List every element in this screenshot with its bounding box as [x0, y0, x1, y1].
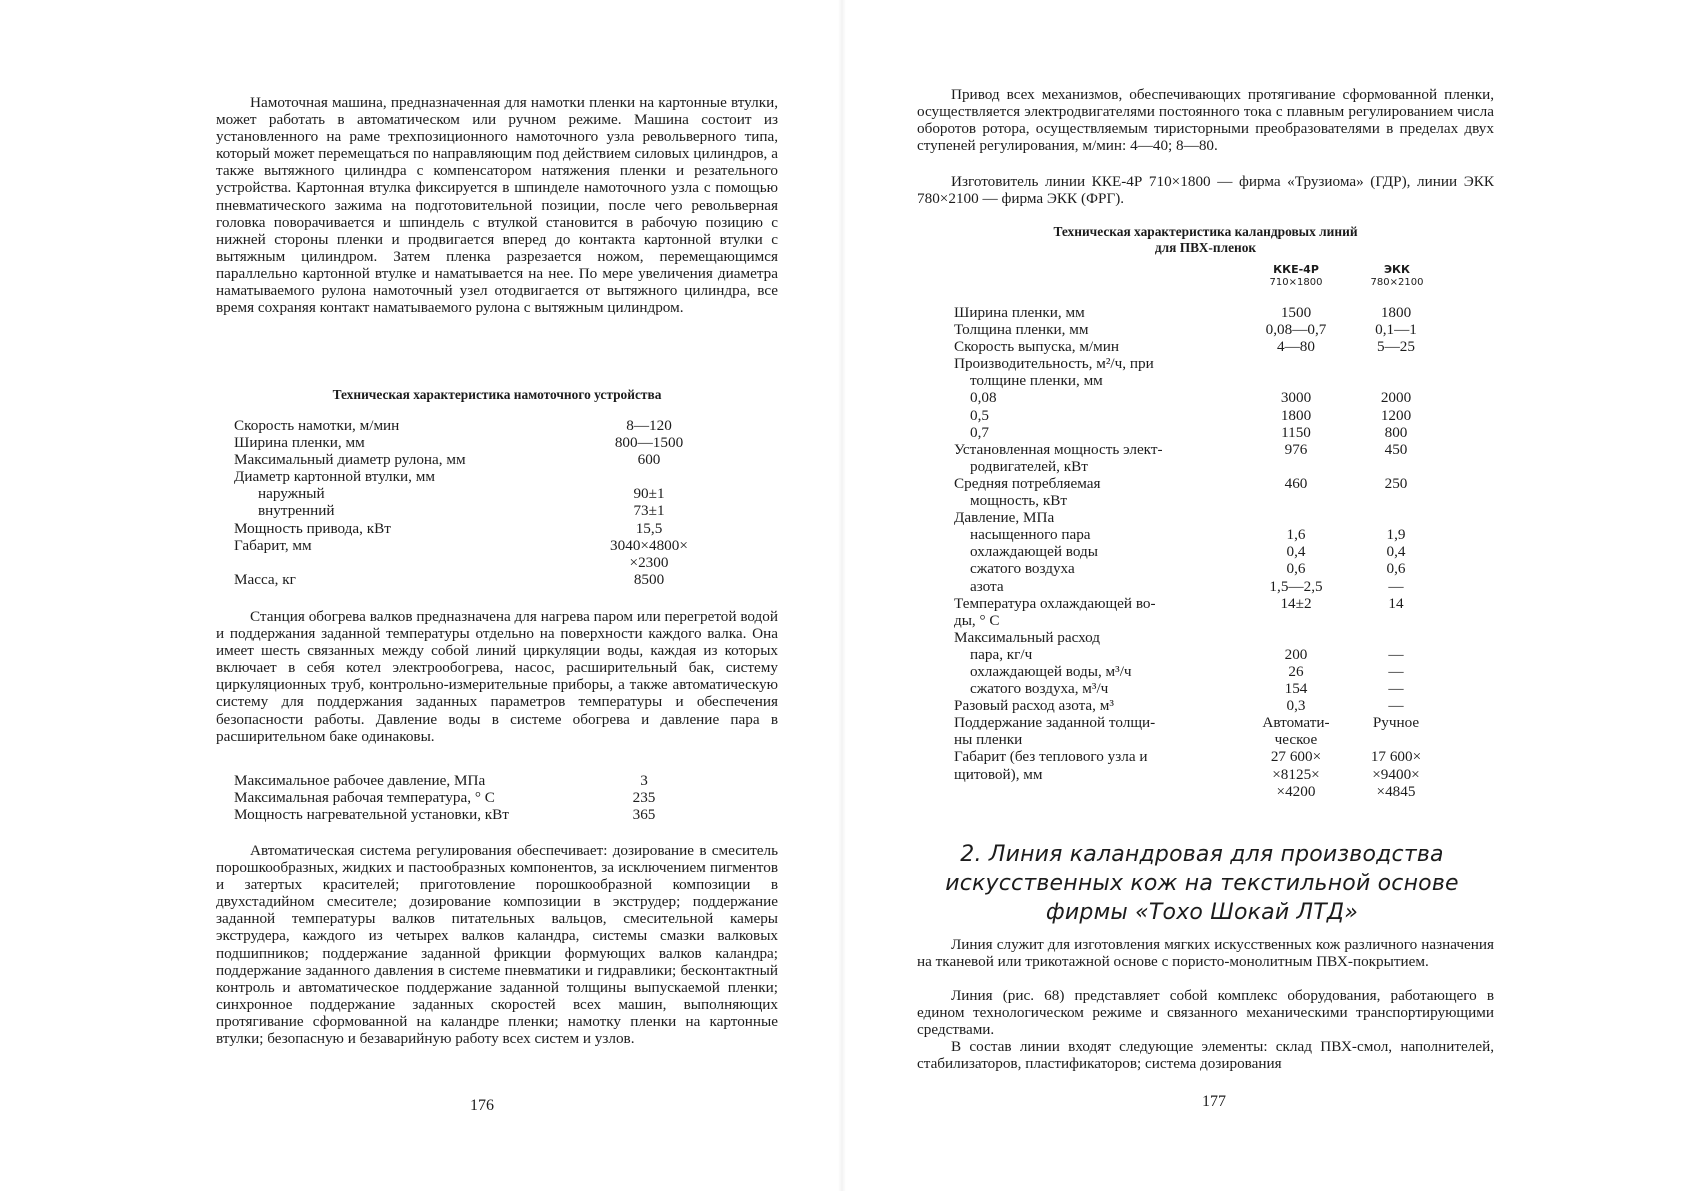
- spec-value: 8—120: [626, 417, 672, 434]
- manufacturer-paragraph: Изготовитель линии ККЕ-4Р 710×1800 — фирма «Трузиома» (ГДР), линии ЭКК 780×2100 — фирма ЭКК (ФРГ).: [917, 173, 1494, 208]
- calender-row: [954, 441, 1454, 458]
- calender-value-ekk: —: [1388, 697, 1404, 715]
- calender-row: [954, 578, 1454, 595]
- calender-value-kke: 1500: [1280, 304, 1312, 321]
- spec-row: [234, 451, 714, 468]
- heating-station-paragraph: Станция обогрева валков предназначена для нагрева паром или перегретой водой и поддержания заданной температуры отдельно на поверхности каждого валка. Она имеет шесть связанных между собой линий циркуляции воды, каждая из которых включает в себя котел электрообогрева, насос, расширительный бак, систему циркуляционных труб, контрольно-измерительные приборы, а также автоматическую систему для поддержания заданных параметров температуры и обеспечения безопасности работы. Давление воды в системе обогрева и давление пара в расширительном баке одинаковы.: [216, 608, 778, 745]
- spec-label: Максимальная рабочая температура, ° С: [234, 789, 495, 807]
- calender-value-kke: 154: [1284, 680, 1308, 698]
- spec-value: ×2300: [629, 553, 669, 571]
- calender-value-ekk: 1200: [1380, 406, 1412, 424]
- calender-value-ekk: —: [1388, 662, 1404, 680]
- calender-spec-caption: [917, 224, 1494, 256]
- spec-row: [234, 434, 714, 451]
- calender-value-ekk: 2000: [1380, 389, 1412, 407]
- calender-value-kke: 200: [1284, 645, 1308, 663]
- calender-value-ekk: [1346, 509, 1446, 526]
- calender-value-kke: 3000: [1280, 389, 1312, 407]
- spec-label: [234, 554, 594, 571]
- calender-value-kke: 0,4: [1286, 543, 1306, 561]
- spec-row: [234, 554, 714, 571]
- column-header-kke-name: ККЕ-4Р: [1273, 263, 1319, 276]
- calender-row-label: 0,7: [970, 423, 989, 441]
- spec-label: Скорость намотки, м/мин: [234, 417, 400, 434]
- calender-value-ekk: ×9400×: [1372, 765, 1420, 783]
- calender-value-kke: 1150: [1281, 423, 1311, 441]
- winder-description-paragraph: Намоточная машина, предназначенная для намотки пленки на картонные втулки, может работать в автоматическом или ручном режиме. Машина состоит из установленного на раме трехпозиционного намоточного узла револьверного типа, который может перемещаться по направляющим под действием силовых цилиндров, а также вытяжного цилиндра с компенсатором натяжения пленки и резательного устройства. Картонная втулка фиксируется в шпинделе намоточного узла с помощью пневматического зажима на подготовительной позиции, после чего револьверная головка поворачивается и шпиндель с втулкой становится в рабочую позицию с нижней стороны пленки и продвигается вперед до контакта картонной втулки с вытяжным цилиндром. Затем пленка разрезается ножом, перемещающимся параллельно картонной втулке и наматывается на нее. По мере увеличения диаметра наматываемого рулона намоточный узел отодвигается от вытяжного цилиндра, все время сохраняя контакт наматываемого рулона с вытяжным цилиндром.: [216, 94, 778, 317]
- heating-spec-list: [234, 772, 714, 823]
- calender-value-kke: 14±2: [1280, 594, 1312, 612]
- spec-value: 365: [632, 806, 656, 824]
- calender-row: [954, 407, 1454, 424]
- calender-row-label: Установленная мощность элект-: [954, 440, 1163, 458]
- calender-row-label: Скорость выпуска, м/мин: [954, 338, 1120, 356]
- spec-value: 3040×4800×: [610, 536, 688, 554]
- calender-row: [954, 543, 1454, 560]
- calender-row: [954, 526, 1454, 543]
- calender-value-ekk: 1800: [1380, 304, 1412, 321]
- spec-label: Мощность нагревательной установки, кВт: [234, 806, 509, 824]
- spec-row: [234, 806, 714, 823]
- spec-label: Ширина пленки, мм: [234, 434, 365, 452]
- calender-row-label: азота: [970, 577, 1004, 595]
- calender-value-ekk: 800: [1384, 423, 1408, 441]
- spec-label: внутренний: [258, 502, 335, 520]
- line-composition-paragraph: В состав линии входят следующие элементы: склад ПВХ-смол, наполнителей, стабилизаторов, пластификаторов; система дозирования: [917, 1038, 1494, 1073]
- calender-row: [954, 646, 1454, 663]
- calender-row: [954, 612, 1454, 629]
- calender-caption-line1: Техническая характеристика каландровых линий: [1053, 224, 1358, 239]
- calender-value-ekk: [1346, 355, 1446, 372]
- section-heading-line1: 2. Линия каландровая для производства: [960, 842, 1444, 867]
- calender-value-kke: [1246, 492, 1346, 509]
- calender-row: [954, 766, 1454, 783]
- spec-row: [234, 789, 714, 806]
- spec-row: [234, 502, 714, 519]
- calender-value-kke: 27 600×: [1270, 748, 1322, 766]
- calender-row-label: насыщенного пара: [970, 526, 1091, 544]
- calender-row: [954, 509, 1454, 526]
- calender-value-kke: ×8125×: [1272, 765, 1320, 783]
- calender-row-label: охлаждающей воды: [970, 543, 1098, 561]
- right-page: [842, 0, 1684, 1191]
- calender-value-ekk: —: [1388, 645, 1404, 663]
- calender-value-kke: 1,5—2,5: [1269, 577, 1323, 595]
- spec-row: [234, 571, 714, 588]
- spec-value: 600: [637, 451, 661, 469]
- spec-value: 15,5: [635, 519, 663, 537]
- spec-value: 90±1: [633, 485, 665, 503]
- spec-label: наружный: [258, 485, 325, 503]
- page-number-left: 176: [470, 1097, 494, 1114]
- calender-value-kke: 976: [1284, 440, 1308, 458]
- section-heading: [902, 840, 1502, 927]
- spec-label: Масса, кг: [234, 570, 296, 588]
- calender-value-kke: 1800: [1280, 406, 1312, 424]
- column-header-ekk-size: 780×2100: [1370, 277, 1424, 288]
- calender-row: [954, 595, 1454, 612]
- calender-value-ekk: 17 600×: [1370, 748, 1422, 766]
- calender-row: [954, 697, 1454, 714]
- column-header-ekk-name: ЭКК: [1383, 263, 1411, 276]
- calender-row-label: сжатого воздуха: [970, 560, 1075, 578]
- calender-row-label: Максимальный расход: [954, 628, 1101, 646]
- column-header-ekk: [1347, 263, 1447, 289]
- calender-value-ekk: 1,9: [1386, 526, 1406, 544]
- calender-row-label: толщине пленки, мм: [970, 372, 1103, 390]
- calender-value-ekk: 0,1—1: [1375, 321, 1417, 339]
- calender-row: [954, 663, 1454, 680]
- calender-value-ekk: [1346, 372, 1446, 389]
- calender-value-ekk: 5—25: [1377, 338, 1415, 356]
- calender-value-ekk: [1346, 458, 1446, 475]
- calender-value-ekk: 250: [1384, 474, 1408, 492]
- calender-value-ekk: [1346, 629, 1446, 646]
- calender-value-ekk: Ручное: [1372, 714, 1420, 732]
- spec-row: [234, 468, 714, 485]
- calender-value-ekk: [1346, 492, 1446, 509]
- calender-row: [954, 748, 1454, 765]
- calender-row-label: Производительность, м²/ч, при: [954, 355, 1154, 373]
- calender-value-kke: [1246, 458, 1346, 475]
- calender-row-label: [954, 783, 1246, 800]
- spec-value: 8500: [633, 570, 665, 588]
- calender-row-label: 0,08: [970, 389, 997, 407]
- column-header-kke: [1246, 263, 1346, 289]
- section-heading-line2: искусственных кож на текстильной основе: [945, 871, 1459, 896]
- calender-row: [954, 475, 1454, 492]
- calender-row-label: Температура охлаждающей во-: [954, 594, 1156, 612]
- calender-value-kke: [1246, 629, 1346, 646]
- calender-row: [954, 783, 1454, 800]
- calender-row: [954, 680, 1454, 697]
- calender-row-label: сжатого воздуха, м³/ч: [970, 680, 1109, 698]
- spec-label: Мощность привода, кВт: [234, 519, 391, 537]
- spec-row: [234, 417, 714, 434]
- calender-value-kke: 0,08—0,7: [1265, 321, 1327, 339]
- calender-value-ekk: —: [1388, 680, 1404, 698]
- automation-paragraph: Автоматическая система регулирования обеспечивает: дозирование в смеситель порошкообразных, жидких и пастообразных компонентов, за исключением пигментов и затертых красителей; приготовление порошкообразной композиции в двухстадийном смесителе; дозирование композиции в экструдер; поддержание заданной температуры валков питательных вальцов, смесительной камеры экструдера, каждого из четырех валков каландра, системы смазки валковых подшипников; поддержание заданной фрикции формующих валков каландра; поддержание заданного давления в системе пневматики и гидравлики; бесконтактный контроль и автоматическое поддержание заданной толщины выпускаемой пленки; синхронное поддержание заданных скоростей всех машин, выполняющих протягивание сформованной на каландре пленки; намотку пленки на картонные втулки; безопасную и безаварийную работу всех систем и узлов.: [216, 842, 778, 1048]
- calender-row: [954, 321, 1454, 338]
- calender-value-kke: Автомати-: [1262, 714, 1330, 732]
- calender-row-label: родвигателей, кВт: [970, 457, 1088, 475]
- calender-value-ekk: 450: [1384, 440, 1408, 458]
- calender-value-ekk: —: [1388, 577, 1404, 595]
- spec-value: 73±1: [633, 502, 665, 520]
- calender-row-label: Давление, МПа: [954, 509, 1055, 527]
- calender-row-label: ны пленки: [954, 731, 1023, 749]
- spec-row: [234, 485, 714, 502]
- calender-row-label: 0,5: [970, 406, 989, 424]
- spec-label: Максимальный диаметр рулона, мм: [234, 451, 466, 469]
- calender-row-label: Габарит (без теплового узла и: [954, 748, 1148, 766]
- calender-row: [954, 492, 1454, 509]
- calender-row-label: Толщина пленки, мм: [954, 321, 1089, 339]
- winder-spec-caption: Техническая характеристика намоточного устройства: [332, 387, 662, 402]
- calender-row: [954, 389, 1454, 406]
- page-number-right: 177: [1202, 1093, 1226, 1110]
- calender-row-label: Разовый расход азота, м³: [954, 697, 1114, 715]
- calender-row-label: пара, кг/ч: [970, 645, 1033, 663]
- calender-row-label: щитовой), мм: [954, 765, 1043, 783]
- calender-value-kke: [1246, 612, 1346, 629]
- calender-value-ekk: ×4845: [1376, 782, 1416, 800]
- calender-row: [954, 629, 1454, 646]
- calender-row: [954, 355, 1454, 372]
- spec-label: Диаметр картонной втулки, мм: [234, 468, 435, 486]
- spec-value: 3: [640, 772, 648, 789]
- spec-value: 800—1500: [614, 434, 684, 452]
- calender-value-kke: 4—80: [1277, 338, 1315, 356]
- calender-value-kke: [1246, 372, 1346, 389]
- section-heading-line3: фирмы «Тохо Шокай ЛТД»: [1045, 900, 1359, 925]
- calender-value-kke: ческое: [1274, 731, 1318, 749]
- calender-value-kke: 1,6: [1286, 526, 1306, 544]
- line-purpose-paragraph: Линия служит для изготовления мягких искусственных кож различного назначения на тканевой или трикотажной основе с пористо-монолитным ПВХ-покрытием.: [917, 936, 1494, 971]
- calender-value-ekk: 14: [1388, 594, 1404, 612]
- calender-row-label: мощность, кВт: [970, 492, 1068, 510]
- spec-row: [234, 772, 714, 789]
- calender-row: [954, 304, 1454, 321]
- spec-row: [234, 537, 714, 554]
- calender-caption-line2: для ПВХ-пленок: [1154, 240, 1257, 255]
- calender-row-label: Средняя потребляемая: [954, 474, 1101, 492]
- column-header-kke-size: 710×1800: [1269, 277, 1323, 288]
- calender-row: [954, 560, 1454, 577]
- spec-label: Максимальное рабочее давление, МПа: [234, 772, 486, 789]
- drive-paragraph: Привод всех механизмов, обеспечивающих протягивание сформованной пленки, осуществляется электродвигателями постоянного тока с плавным регулированием числа оборотов ротора, осуществляемым тиристорными преобразователями в пределах двух ступеней регулирования, м/мин: 4—40; 8—80.: [917, 86, 1494, 155]
- spec-value: 235: [632, 789, 656, 807]
- calender-row-label: Поддержание заданной толщи-: [954, 714, 1156, 732]
- calender-spec-table: [954, 304, 1454, 800]
- spec-value: [594, 468, 704, 485]
- calender-value-kke: 460: [1284, 474, 1308, 492]
- calender-row-label: ды, ° С: [954, 611, 1000, 629]
- calender-row: [954, 424, 1454, 441]
- calender-row: [954, 372, 1454, 389]
- line-complex-paragraph: Линия (рис. 68) представляет собой комплекс оборудования, работающего в едином технологическом режиме и связанного механическими транспортирующими средствами.: [917, 987, 1494, 1039]
- calender-value-ekk: 0,4: [1386, 543, 1406, 561]
- calender-value-kke: 0,3: [1286, 697, 1306, 715]
- calender-value-kke: [1246, 509, 1346, 526]
- calender-value-kke: [1246, 355, 1346, 372]
- calender-value-kke: 0,6: [1286, 560, 1306, 578]
- calender-value-ekk: 0,6: [1386, 560, 1406, 578]
- calender-row: [954, 458, 1454, 475]
- calender-row: [954, 338, 1454, 355]
- spec-row: [234, 520, 714, 537]
- calender-row: [954, 731, 1454, 748]
- calender-value-kke: 26: [1288, 662, 1304, 680]
- calender-row: [954, 714, 1454, 731]
- calender-value-ekk: [1346, 612, 1446, 629]
- winder-spec-list: [234, 417, 714, 588]
- calender-row-label: Ширина пленки, мм: [954, 304, 1085, 321]
- calender-value-kke: ×4200: [1276, 782, 1316, 800]
- calender-row-label: охлаждающей воды, м³/ч: [970, 662, 1132, 680]
- spec-label: Габарит, мм: [234, 536, 312, 554]
- calender-value-ekk: [1346, 731, 1446, 748]
